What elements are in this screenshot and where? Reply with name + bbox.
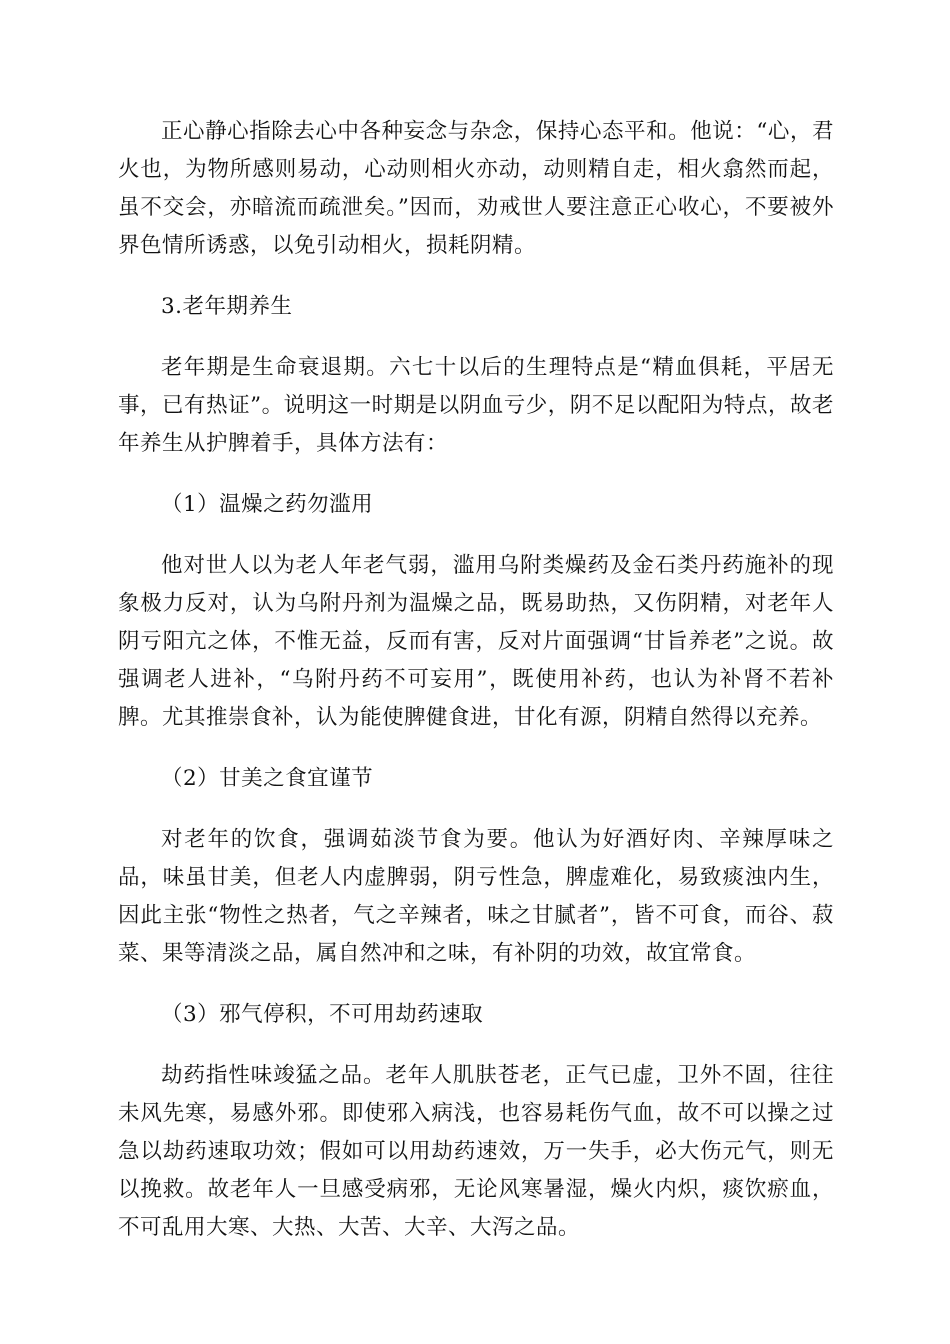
paragraph-warm-dry-drugs: 他对世人以为老人年老气弱，滥用乌附类燥药及金石类丹药施补的现象极力反对，认为乌附丹剂为温燥之品，既易助热，又伤阴精，对老年人阴亏阳亢之体，不惟无益，反而有害，反对片面强调“甘旨养老”之说。故强调老人进补，“乌附丹药不可妄用”，既使用补药，也认为补肾不若补脾。尤其推崇食补，认为能使脾健食进，甘化有源，阴精自然得以充养。	[118, 553, 834, 730]
paragraph-elderly-intro: 老年期是生命衰退期。六七十以后的生理特点是“精血俱耗，平居无事，已有热证”。说明这一时期是以阴血亏少，阴不足以配阳为特点，故老年养生从护脾着手，具体方法有：	[118, 355, 834, 456]
document-page	[118, 113, 834, 1247]
paragraph-pathogenic-qi: 劫药指性味竣猛之品。老年人肌肤苍老，正气已虚，卫外不固，往往未风先寒，易感外邪。即使邪入病浅，也容易耗伤气血，故不可以操之过急以劫药速取功效；假如可以用劫药速效，万一失手，必大伤元气，则无以挽救。故老年人一旦感受病邪，无论风寒暑湿，燥火内炽，痰饮瘀血，不可乱用大寒、大热、大苦、大辛、大泻之品。	[118, 1063, 834, 1240]
subheading-pathogenic-qi: （3）邪气停积，不可用劫药速取	[161, 1002, 484, 1027]
paragraph-sweet-food: 对老年的饮食，强调茹淡节食为要。他认为好酒好肉、辛辣厚味之品，味虽甘美，但老人内虚脾弱，阴亏性急，脾虚难化，易致痰浊内生，因此主张“物性之热者，气之辛辣者，味之甘腻者”，皆不可食，而谷、菽菜、果等清淡之品，属自然冲和之味，有补阴的功效，故宜常食。	[118, 827, 834, 966]
subheading-warm-dry-drugs: （1）温燥之药勿滥用	[161, 492, 374, 517]
paragraph-mind-calm: 正心静心指除去心中各种妄念与杂念，保持心态平和。他说：“心，君火也，为物所感则易动，心动则相火亦动，动则精自走，相火翕然而起，虽不交会，亦暗流而疏泄矣。”因而，劝戒世人要注意正心收心，不要被外界色情所诱惑，以免引动相火，损耗阴精。	[118, 119, 834, 258]
section-heading-elderly: 3.老年期养生	[161, 294, 293, 319]
subheading-sweet-food: （2）甘美之食宜谨节	[161, 766, 374, 791]
